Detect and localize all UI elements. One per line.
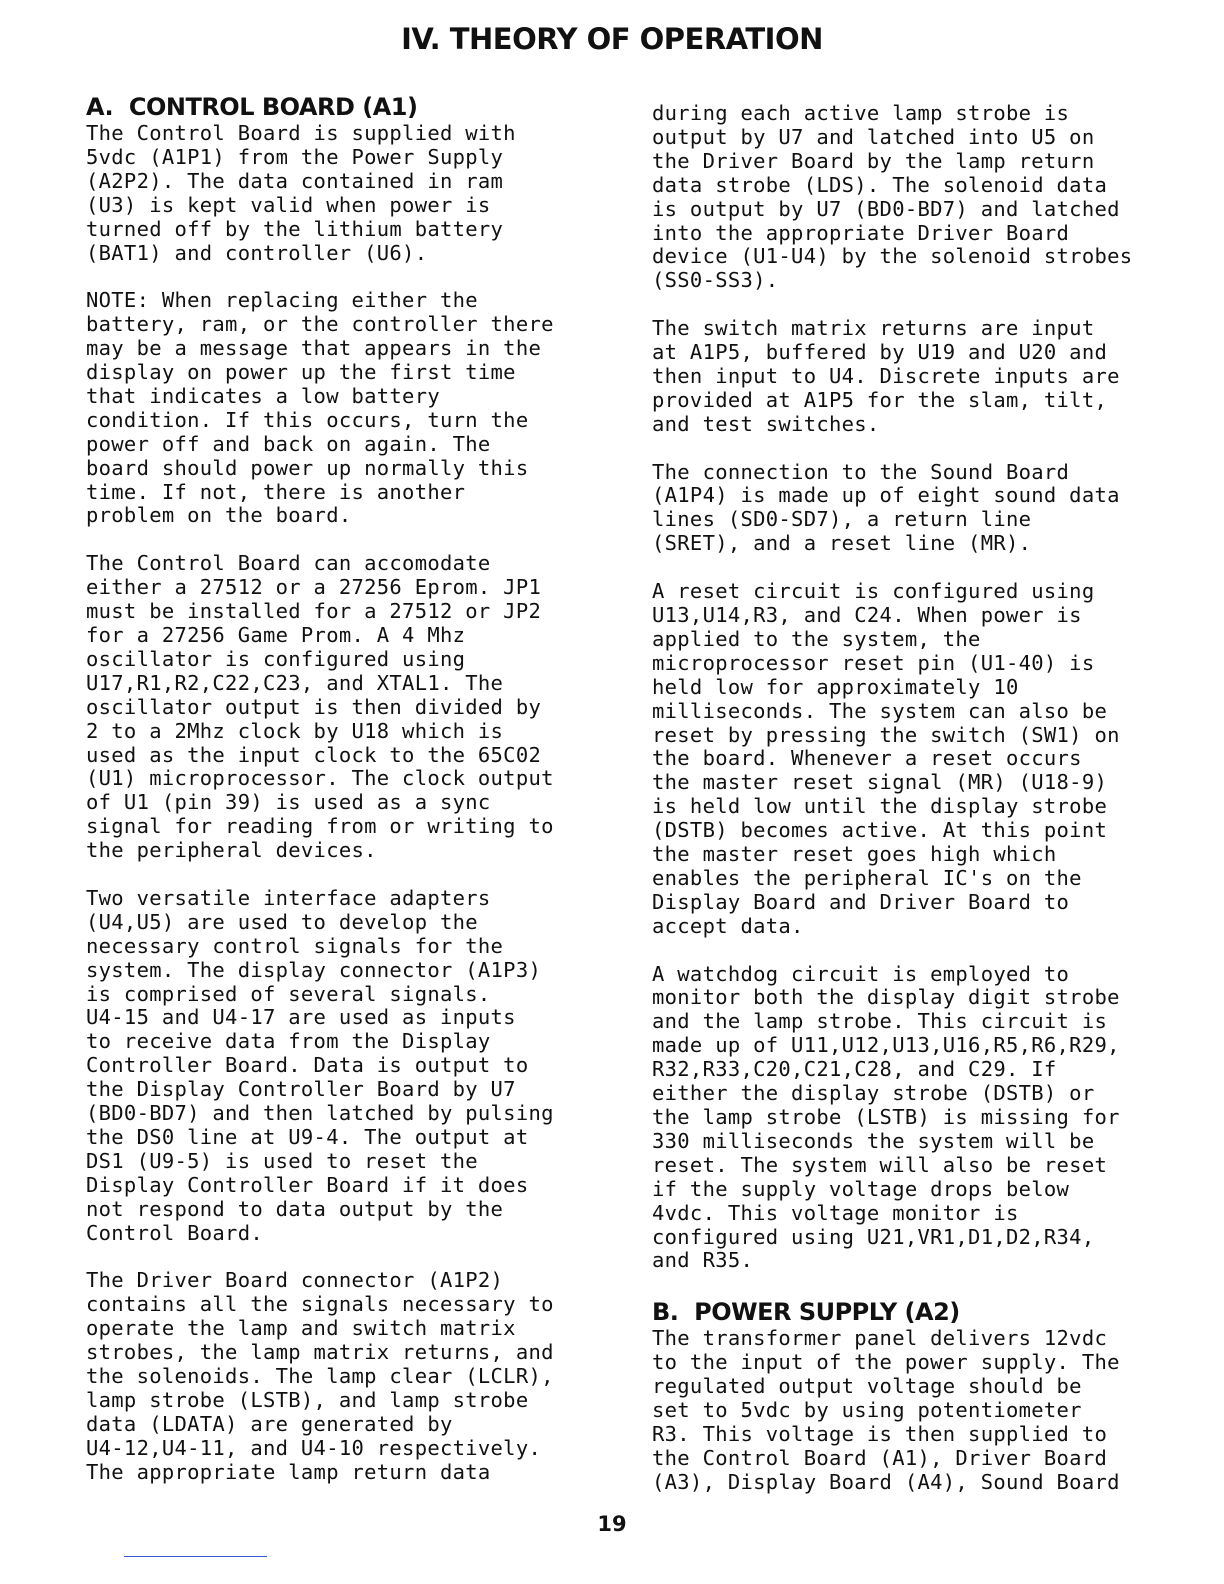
page-title: IV. THEORY OF OPERATION [401,22,823,56]
paragraph-watchdog-circuit: A watchdog circuit is employed to monitor both the display digit strobe and the lamp strobe. This circuit is made up of U11,U12,U13,U16,R5,R6,R29, R32,R33,C20,C21,C28, and C29. If either the display strobe (DSTB) or the lamp strobe (LSTB) is missing for 330 milliseconds the system will be reset. The system will also be reset if the supply voltage drops below 4vdc. This voltage monitor is configured using U21,VR1,D1,D2,R34, and R35. [652,961,1120,1273]
paragraph-interface-adapters: Two versatile interface adapters (U4,U5) are used to develop the necessary control signals for the system. The display connector (A1P3) is comprised of several signals. U4-15 and U4-17 are used as inputs to receive data from the Display Controller Board. Data is output to the Display Controller Board by U7 (BD0-BD7) and then latched by pulsing the DS0 line at U9-4. The output at DS1 (U9-5) is used to reset the Display Controller Board if it does not respond to data output by the Control Board. [86,885,554,1245]
section-a-heading: A. CONTROL BOARD (A1) [86,93,418,121]
paragraph-eprom-oscillator: The Control Board can accomodate either a 27512 or a 27256 Eprom. JP1 must be installed for a 27512 or JP2 for a 27256 Game Prom. A 4 Mhz oscillator is configured using U17,R1,R2,C22,C23, and XTAL1. The oscillator output is then divided by 2 to a 2Mhz clock by U18 which is used as the input clock to the 65C02 (U1) microprocessor. The clock output of U1 (pin 39) is used as a sync signal for reading from or writing to the peripheral devices. [86,551,554,863]
section-b-heading: B. POWER SUPPLY (A2) [652,1298,960,1327]
paragraph-reset-circuit: A reset circuit is configured using U13,U14,R3, and C24. When power is applied to the system, the microprocessor reset pin (U1-40) is held low for approximately 10 milliseconds. The system can also be reset by pressing the switch (SW1) on the board. Whenever a reset occurs the master reset signal (MR) (U18-9) is held low until the display strobe (DSTB) becomes active. At this point the master reset goes high which enables the peripheral IC's on the Display Board and Driver Board to accept data. [652,579,1120,938]
left-column [86,92,626,1508]
paragraph-sound-board-connection: The connection to the Sound Board (A1P4) is made up of eight sound data lines (SD0-SD7), a return line (SRET), and a reset line (MR). [652,459,1120,556]
page-number: 19 [597,1512,627,1536]
paragraph-note-replacing-battery: NOTE: When replacing either the battery, ram, or the controller there may be a message that appears in the display on power up the first time that indicates a low battery condition. If this occurs, turn the power off and back on again. The board should power up normally this time. If not, there is another problem on the board. [86,288,554,528]
footer-rule [124,1556,267,1557]
paragraph-driver-board-connector: The Driver Board connector (A1P2) contains all the signals necessary to operate the lamp and switch matrix strobes, the lamp matrix returns, and the solenoids. The lamp clear (LCLR), lamp strobe (LSTB), and lamp strobe data (LDATA) are generated by U4-12,U4-11, and U4-10 respectively. The appropriate lamp return data [86,1268,554,1484]
paragraph-switch-matrix: The switch matrix returns are input at A1P5, buffered by U19 and U20 and then input to U4. Discrete inputs are provided at A1P5 for the slam, tilt, and test switches. [652,316,1120,436]
paragraph-control-board-supply: The Control Board is supplied with 5vdc (A1P1) from the Power Supply (A2P2). The data contained in ram (U3) is kept valid when power is turned off by the lithium battery (BAT1) and controller (U6). [86,121,516,265]
paragraph-lamp-solenoid-data: during each active lamp strobe is output by U7 and latched into U5 on the Driver Board by the lamp return data strobe (LDS). The solenoid data is output by U7 (BD0-BD7) and latched into the appropriate Driver Board device (U1-U4) by the solenoid strobes (SS0-SS3). [652,101,1133,293]
right-column [652,102,1212,1518]
paragraph-power-supply: The transformer panel delivers 12vdc to the input of the power supply. The regulated output voltage should be set to 5vdc by using potentiometer R3. This voltage is then supplied to the Control Board (A1), Driver Board (A3), Display Board (A4), Sound Board [652,1326,1120,1494]
